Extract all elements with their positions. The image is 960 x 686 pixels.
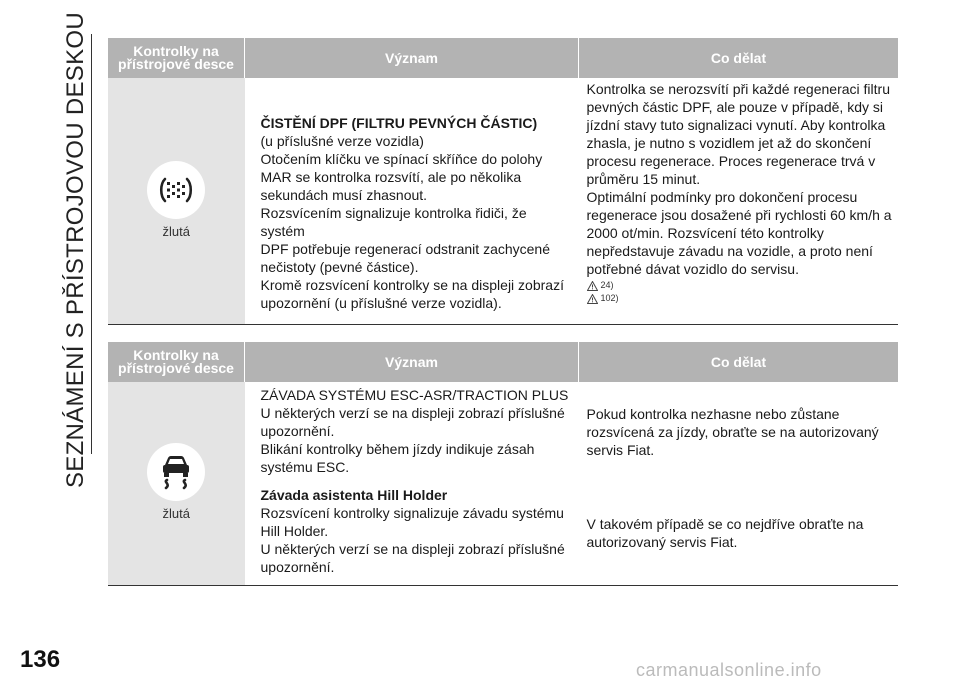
table-row [108, 78, 898, 324]
meaning-cell [245, 78, 579, 324]
action-line: 2000 ot/min. Rozsvícení této kontrolky [586, 225, 824, 241]
warning-triangle-icon [587, 281, 598, 291]
meaning-line: MAR se kontrolka rozsvítí, ale po několika [260, 169, 522, 185]
action-line: autorizovaný servis Fiat. [586, 533, 738, 550]
action-line: servis Fiat. [586, 441, 655, 458]
meaning-line: U některých verzí se na displeji zobrazí příslušné [260, 541, 565, 557]
meaning-line: upozornění. [260, 559, 335, 575]
esc-skid-icon [147, 443, 205, 501]
reference-note: 24) [587, 280, 893, 291]
action-line: pevných částic DPF, ale pouze v případě, kdy si [586, 99, 883, 115]
meaning-line: systému ESC. [260, 459, 350, 475]
action-cell [579, 481, 899, 585]
warning-lights-table-dpf [108, 38, 898, 325]
meaning-cell [245, 382, 579, 481]
meaning-line: Blikání kontrolky během jízdy indikuje zásah [260, 441, 535, 457]
meaning-line: (u příslušné verze vozidla) [260, 133, 424, 149]
meaning-line: Otočením klíčku ve spínací skříňce do polohy [260, 151, 543, 167]
page-number: 136 [20, 646, 61, 673]
reference-note: 102) [587, 293, 893, 304]
header-warning-lights: Kontrolky na přístrojové desce [108, 342, 245, 382]
action-line: jízdní stavy tuto signalizaci vynutí. Aby kontrolka [586, 117, 886, 133]
action-line: V takovém případě se co nejdříve obraťte na [586, 515, 864, 532]
meaning-title: ZÁVADA SYSTÉMU ESC-ASR/TRACTION PLUS [260, 387, 569, 403]
watermark: carmanualsonline.info [636, 660, 822, 680]
action-line: procesu regenerace. Proces regenerace trvá v [586, 153, 876, 169]
meaning-line: Hill Holder. [260, 523, 329, 539]
chapter-divider [91, 34, 92, 454]
meaning-line: upozornění (u příslušné verze vozidla). [260, 295, 502, 311]
table-header-row [108, 342, 898, 382]
icon-cell [108, 382, 245, 585]
meaning-line: Kromě rozsvícení kontrolky se na displeji zobrazí [260, 277, 564, 293]
meaning-title: ČISTĚNÍ DPF (FILTRU PEVNÝCH ČÁSTIC) [260, 115, 538, 131]
action-line: zhasla, je nutno s vozidlem jet až do skončení [586, 135, 872, 151]
dpf-icon [147, 161, 205, 219]
table-row [108, 382, 898, 481]
action-line: průměru 15 minut. [586, 171, 701, 187]
action-line: Pokud kontrolka nezhasne nebo zůstane [586, 405, 840, 422]
icon-color-label: žlutá [162, 506, 190, 522]
action-line: potřebné dávat vozidlo do servisu. [586, 261, 799, 277]
action-line: Kontrolka se nerozsvítí při každé regeneraci filtru [586, 81, 890, 97]
action-line: nepředstavuje závadu na vozidle, a proto není [586, 243, 873, 259]
meaning-line: DPF potřebuje regenerací odstranit zachycené [260, 241, 550, 257]
header-warning-lights: Kontrolky na přístrojové desce [108, 38, 245, 78]
meaning-line: sekundách musí zhasnout. [260, 187, 428, 203]
table-header-row [108, 38, 898, 78]
icon-color-label: žlutá [162, 223, 190, 239]
meaning-line: upozornění. [260, 423, 335, 439]
header-action: Co dělat [579, 342, 899, 382]
header-action: Co dělat [579, 38, 899, 78]
warning-triangle-icon [587, 294, 598, 304]
action-cell [579, 78, 899, 324]
icon-cell [108, 78, 245, 324]
chapter-title: SEZNÁMENÍ S PŘÍSTROJOVOU DESKOU [62, 11, 89, 489]
meaning-cell [245, 481, 579, 585]
action-line: regenerace jsou dosažené při rychlosti 60 km/h a [586, 207, 892, 223]
action-cell [579, 382, 899, 481]
meaning-line: Rozsvícení kontrolky signalizuje závadu systému [260, 505, 564, 521]
action-line: Optimální podmínky pro dokončení procesu [586, 189, 858, 205]
action-line: rozsvícená za jízdy, obraťte se na autorizovaný [586, 423, 879, 440]
header-meaning: Význam [245, 342, 579, 382]
meaning-line: nečistoty (pevné částice). [260, 259, 419, 275]
header-meaning: Význam [245, 38, 579, 78]
meaning-line: U některých verzí se na displeji zobrazí příslušné [260, 405, 565, 421]
meaning-title: Závada asistenta Hill Holder [260, 487, 448, 503]
meaning-line: Rozsvícením signalizuje kontrolka řidiči, že systém [260, 205, 527, 239]
warning-lights-table-esc [108, 342, 898, 586]
